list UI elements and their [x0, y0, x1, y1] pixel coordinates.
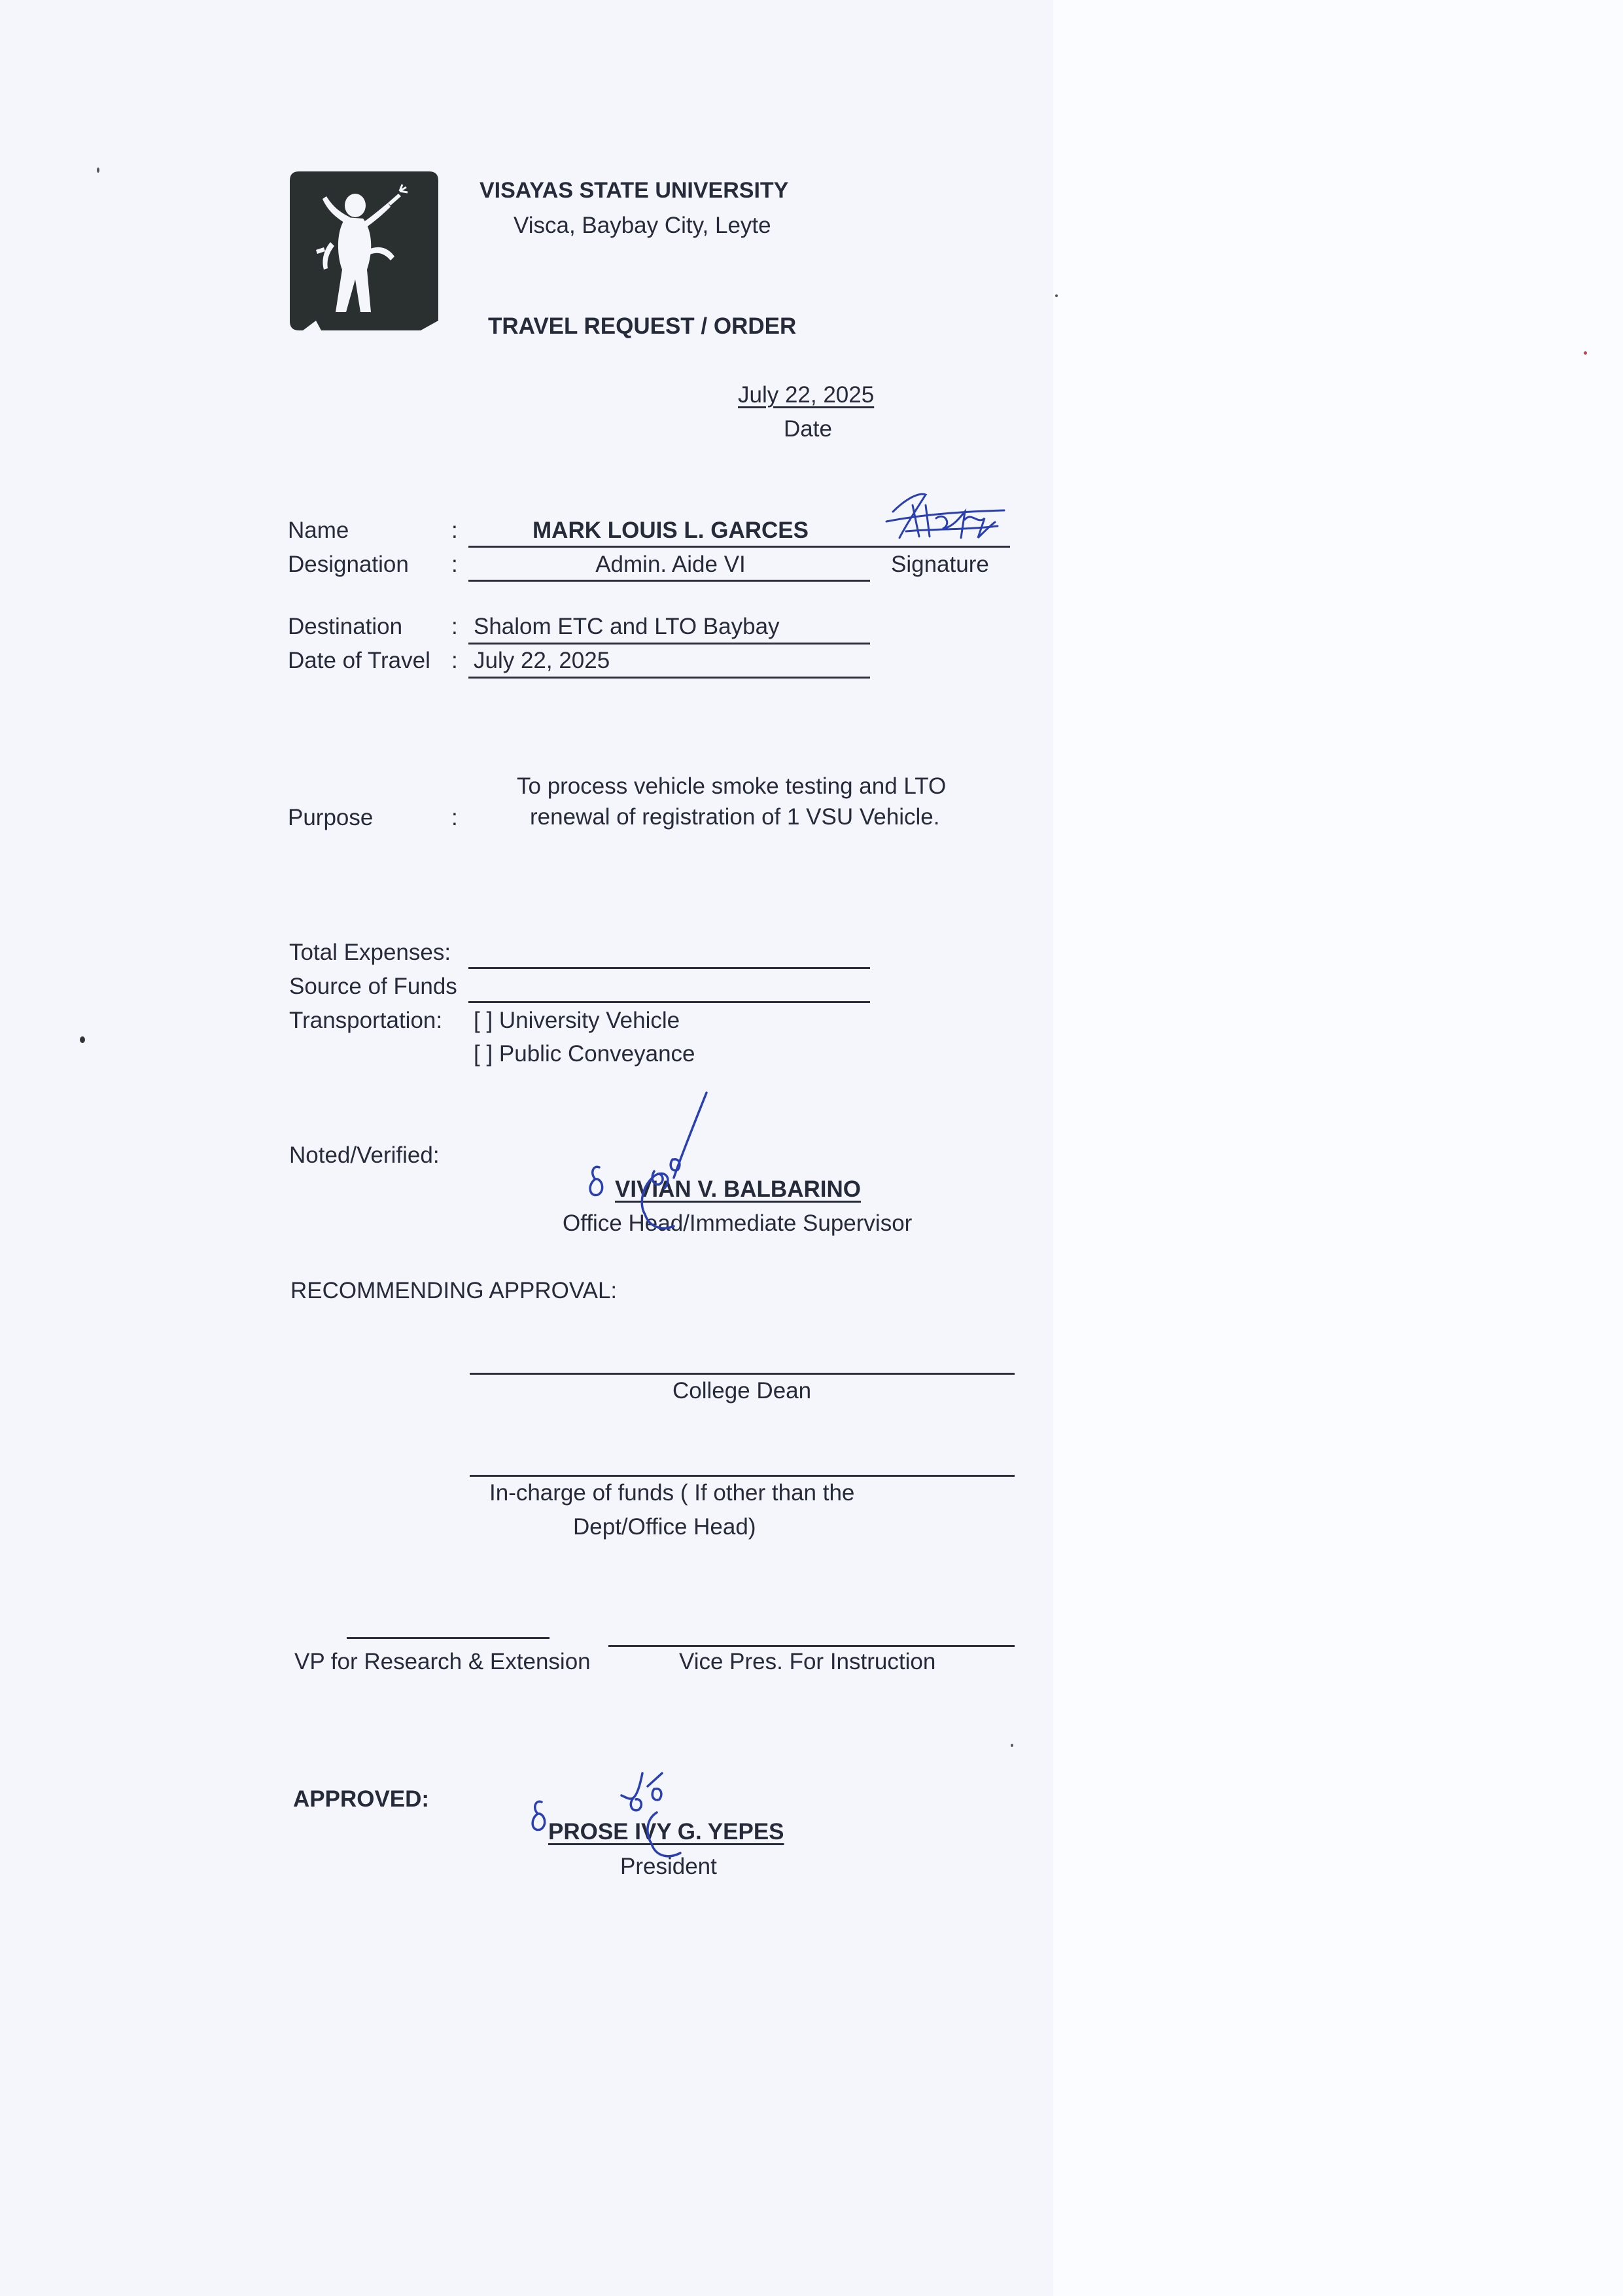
- supervisor-name: VIVIAN V. BALBARINO: [615, 1176, 861, 1202]
- supervisor-signature: [582, 1086, 778, 1256]
- vp-research-label: VP for Research & Extension: [294, 1649, 591, 1674]
- travel-date-value: July 22, 2025: [474, 648, 610, 673]
- source-of-funds-label: Source of Funds: [289, 974, 457, 999]
- designation-underline: [468, 580, 870, 582]
- purpose-colon: :: [451, 805, 458, 830]
- travel-date-underline: [468, 677, 870, 679]
- university-logo: [290, 171, 438, 330]
- destination-value: Shalom ETC and LTO Baybay: [474, 614, 780, 639]
- scan-speck: [1055, 294, 1058, 297]
- president-name: PROSE IVY G. YEPES: [548, 1819, 784, 1845]
- travel-date-label: Date of Travel: [288, 648, 430, 673]
- incharge-funds-label-line-1: In-charge of funds ( If other than the: [489, 1480, 855, 1506]
- incharge-funds-label-line-2: Dept/Office Head): [573, 1514, 756, 1540]
- transportation-label: Transportation:: [289, 1008, 443, 1033]
- name-label: Name: [288, 518, 349, 543]
- incharge-funds-signature-line: [470, 1475, 1015, 1477]
- designation-colon: :: [451, 552, 458, 577]
- request-date-label: Date: [784, 416, 832, 442]
- name-value: MARK LOUIS L. GARCES: [532, 518, 809, 543]
- requester-signature: [877, 486, 1014, 551]
- designation-value: Admin. Aide VI: [595, 552, 746, 577]
- supervisor-title: Office Head/Immediate Supervisor: [563, 1210, 913, 1236]
- noted-verified-label: Noted/Verified:: [289, 1142, 440, 1168]
- designation-label: Designation: [288, 552, 409, 577]
- scan-speck: [80, 1036, 85, 1043]
- form-title: TRAVEL REQUEST / ORDER: [488, 313, 797, 339]
- destination-label: Destination: [288, 614, 403, 639]
- transport-option-public-conveyance: [ ] Public Conveyance: [474, 1041, 695, 1067]
- travel-date-colon: :: [451, 648, 458, 673]
- scan-speck: [1011, 1744, 1013, 1747]
- approved-label: APPROVED:: [293, 1786, 430, 1812]
- name-colon: :: [451, 518, 458, 543]
- total-expenses-underline: [468, 967, 870, 969]
- university-address: Visca, Baybay City, Leyte: [514, 213, 771, 238]
- source-of-funds-underline: [468, 1001, 870, 1003]
- purpose-label: Purpose: [288, 805, 374, 830]
- vp-research-signature-line: [347, 1637, 550, 1639]
- recommending-approval-label: RECOMMENDING APPROVAL:: [290, 1278, 618, 1303]
- transport-option-university-vehicle: [ ] University Vehicle: [474, 1008, 680, 1033]
- scan-speck: [1584, 351, 1587, 355]
- president-title: President: [620, 1854, 717, 1879]
- purpose-line-2: renewal of registration of 1 VSU Vehicle.: [530, 804, 940, 830]
- signature-label: Signature: [891, 552, 989, 577]
- destination-colon: :: [451, 614, 458, 639]
- college-dean-signature-line: [470, 1373, 1015, 1375]
- president-signature: [523, 1767, 720, 1898]
- vp-instruction-signature-line: [608, 1645, 1015, 1647]
- college-dean-label: College Dean: [672, 1378, 812, 1404]
- scan-speck: [97, 168, 99, 173]
- request-date-value: July 22, 2025: [738, 382, 875, 408]
- university-name: VISAYAS STATE UNIVERSITY: [480, 178, 789, 203]
- destination-underline: [468, 643, 870, 645]
- vp-instruction-label: Vice Pres. For Instruction: [679, 1649, 936, 1674]
- total-expenses-label: Total Expenses:: [289, 940, 451, 965]
- purpose-line-1: To process vehicle smoke testing and LTO: [517, 773, 947, 799]
